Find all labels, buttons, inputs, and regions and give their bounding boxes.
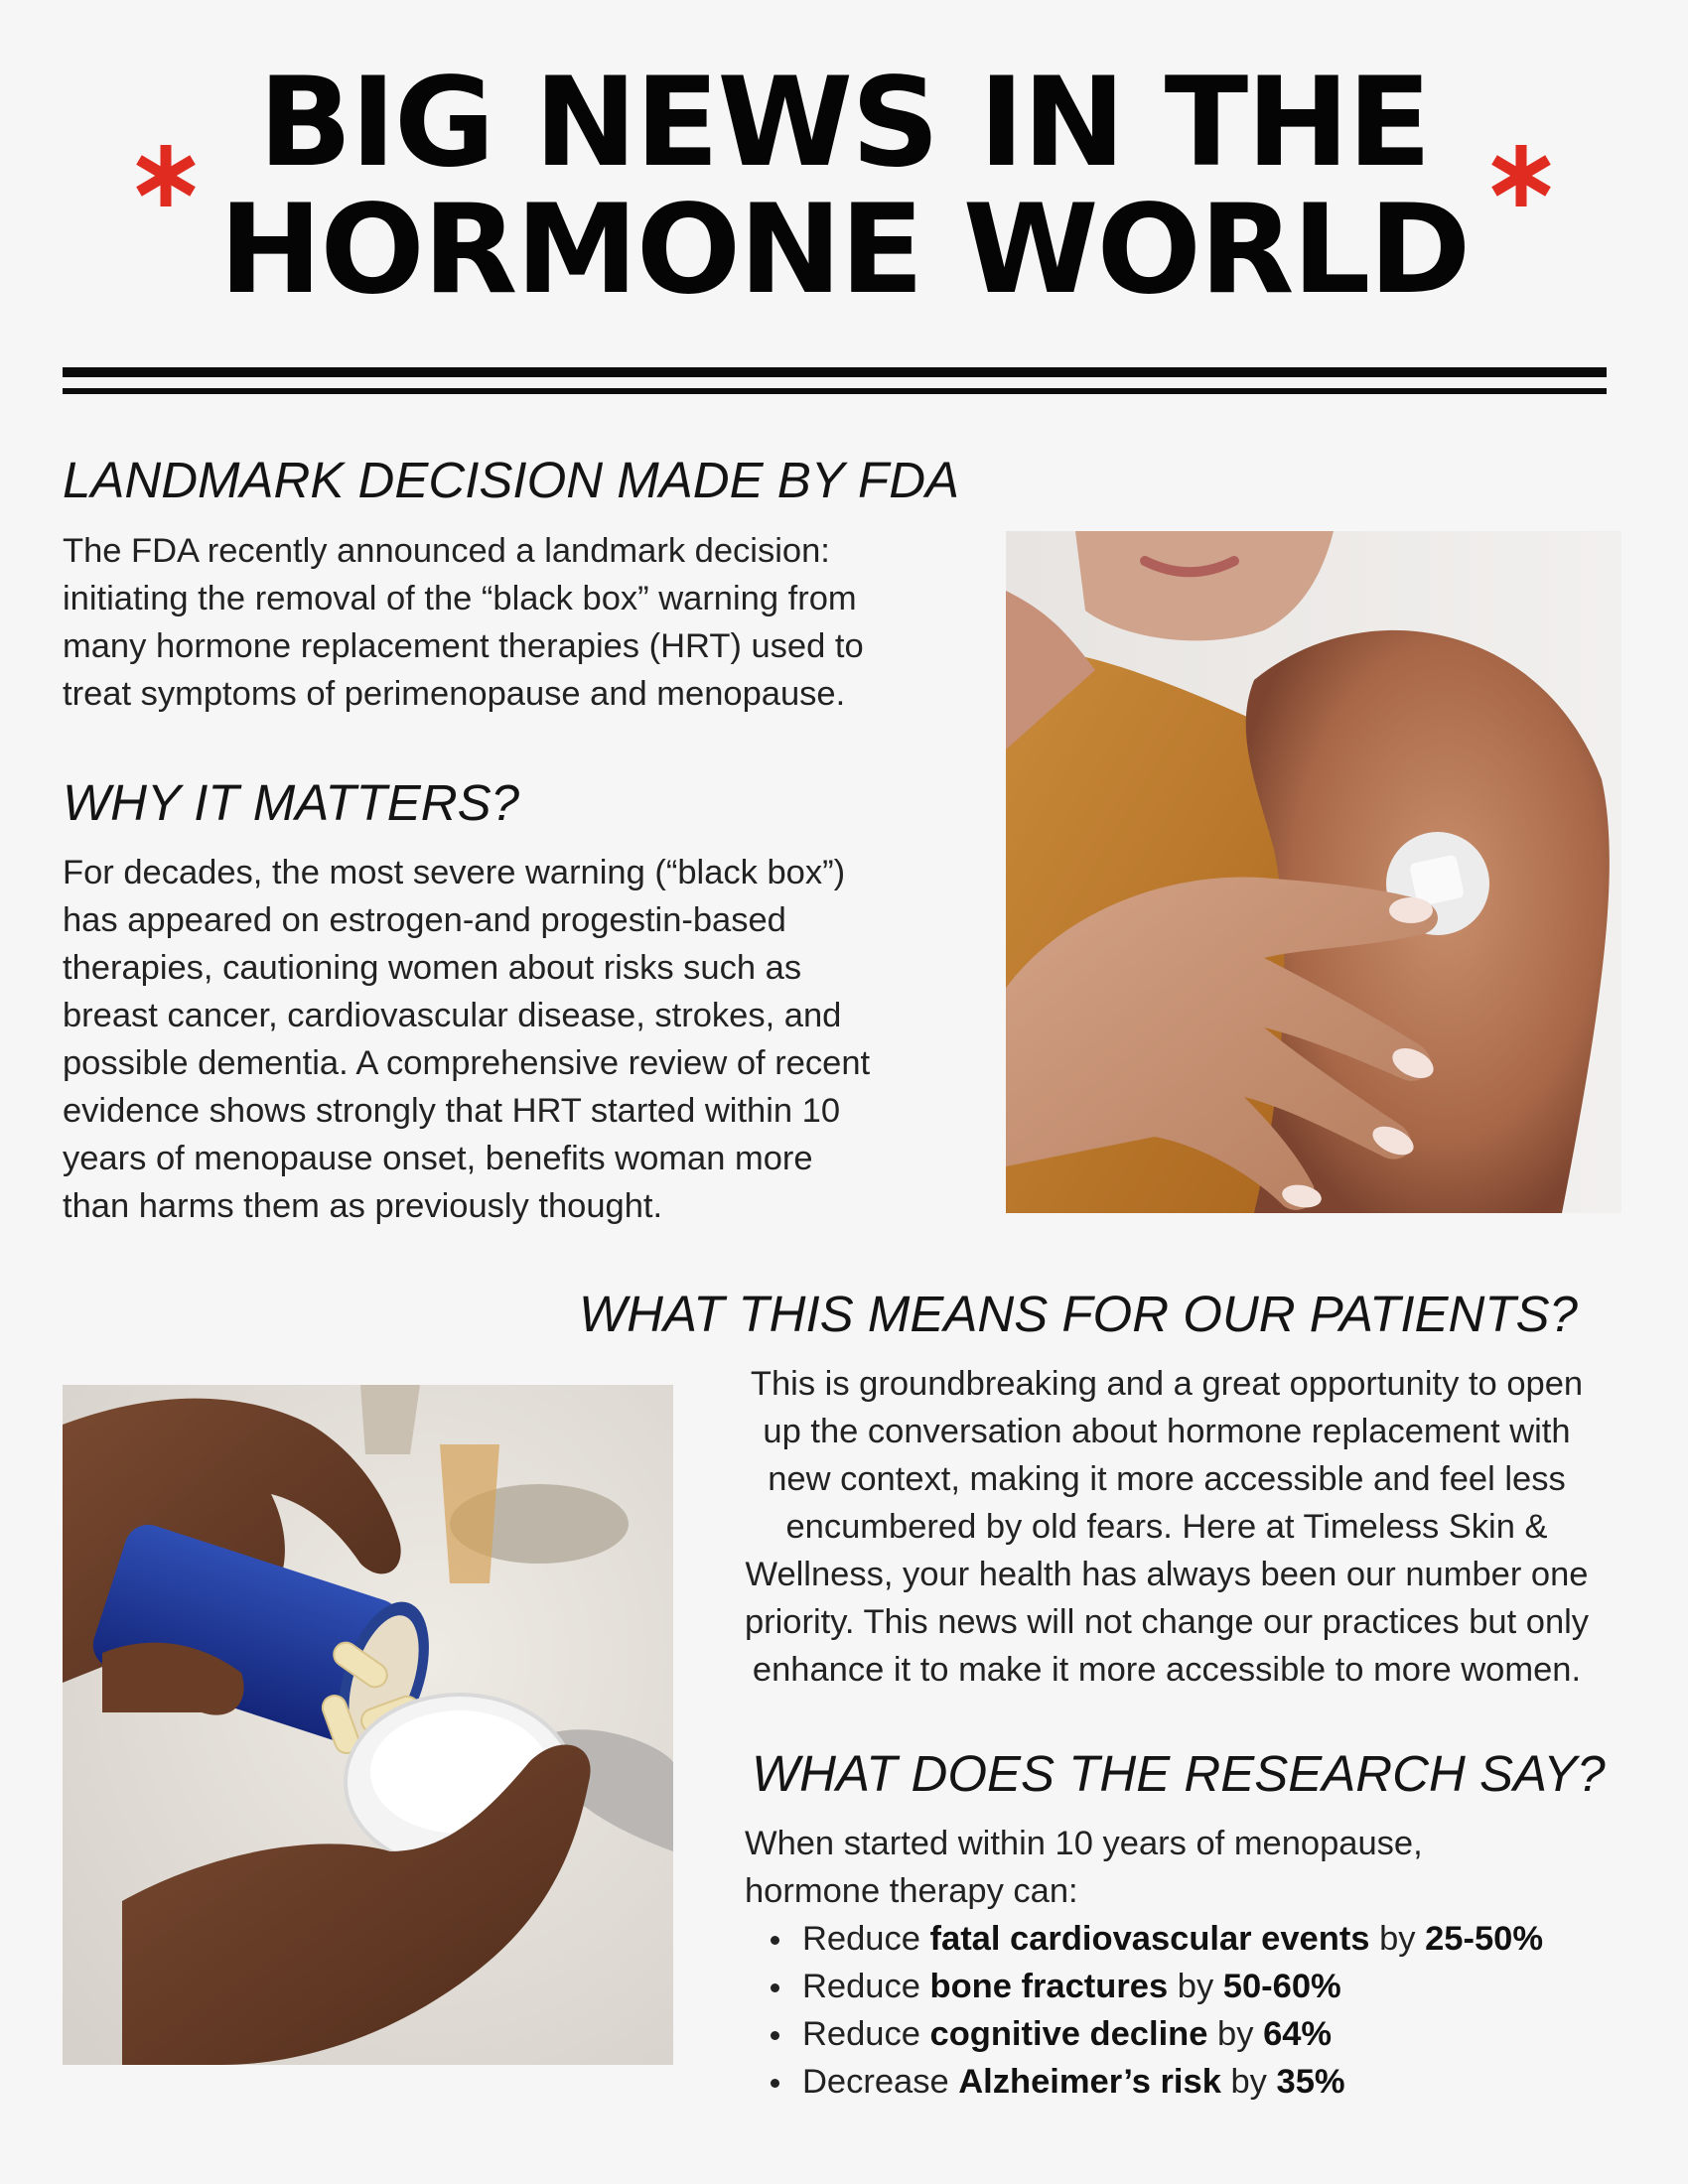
text-line: initiating the removal of the “black box” warning from bbox=[63, 580, 857, 617]
text-line: treat symptoms of perimenopause and menopause. bbox=[63, 675, 846, 713]
list-item bbox=[745, 2058, 1543, 2106]
stat-verb: Decrease bbox=[802, 2063, 949, 2101]
stat-by: by bbox=[1230, 2063, 1267, 2101]
text-line: This is groundbreaking and a great opportunity to open bbox=[750, 1365, 1584, 1403]
heading-why-it-matters: WHY IT MATTERS? bbox=[63, 774, 519, 831]
text-line: priority. This news will not change our practices but only bbox=[744, 1603, 1590, 1641]
stat-value: 25-50% bbox=[1425, 1920, 1544, 1958]
stat-value: 50-60% bbox=[1222, 1968, 1341, 2005]
paragraph-what-this-means bbox=[695, 1360, 1638, 1694]
text-line: When started within 10 years of menopause, bbox=[745, 1825, 1423, 1862]
list-item bbox=[745, 1915, 1543, 1963]
text-line: new context, making it more accessible and feel less bbox=[768, 1460, 1566, 1498]
text-line: possible dementia. A comprehensive review of recent bbox=[63, 1044, 871, 1082]
photo-hands-pill-bottle bbox=[63, 1385, 673, 2065]
text-line: encumbered by old fears. Here at Timeless Skin & bbox=[785, 1508, 1548, 1546]
paragraph-landmark-decision bbox=[63, 527, 864, 718]
heading-landmark-decision: LANDMARK DECISION MADE BY FDA bbox=[63, 452, 960, 508]
text-line: years of menopause onset, benefits woman more bbox=[63, 1140, 813, 1177]
page-title-line-1: BIG NEWS IN THE bbox=[258, 52, 1430, 195]
page-title-line-2: HORMONE WORLD bbox=[218, 179, 1470, 322]
asterisk-icon-right bbox=[1484, 139, 1558, 212]
page-title bbox=[199, 52, 1489, 322]
stat-verb: Reduce bbox=[802, 1968, 920, 2005]
heading-what-this-means: WHAT THIS MEANS FOR OUR PATIENTS? bbox=[579, 1286, 1578, 1342]
stat-verb: Reduce bbox=[802, 1920, 920, 1958]
text-line: has appeared on estrogen-and progestin-based bbox=[63, 901, 786, 939]
stat-by: by bbox=[1217, 2015, 1254, 2053]
research-stats-list bbox=[745, 1915, 1543, 2106]
list-item bbox=[745, 1963, 1543, 2010]
stat-subject: cognitive decline bbox=[929, 2015, 1208, 2053]
text-line: breast cancer, cardiovascular disease, strokes, and bbox=[63, 997, 842, 1034]
stat-by: by bbox=[1379, 1920, 1416, 1958]
text-line: Wellness, your health has always been our number one bbox=[745, 1556, 1589, 1593]
text-line: therapies, cautioning women about risks such as bbox=[63, 949, 802, 987]
text-line: many hormone replacement therapies (HRT) used to bbox=[63, 627, 864, 665]
stat-value: 64% bbox=[1263, 2015, 1333, 2053]
heading-research: WHAT DOES THE RESEARCH SAY? bbox=[752, 1745, 1606, 1802]
paragraph-why-it-matters bbox=[63, 849, 870, 1230]
stat-value: 35% bbox=[1276, 2063, 1345, 2101]
text-line: than harms them as previously thought. bbox=[63, 1187, 663, 1225]
paragraph-research-intro bbox=[745, 1820, 1423, 1915]
text-line: The FDA recently announced a landmark decision: bbox=[63, 532, 830, 570]
text-line: evidence shows strongly that HRT started within 10 bbox=[63, 1092, 841, 1130]
stat-verb: Reduce bbox=[802, 2015, 920, 2053]
list-item bbox=[745, 2010, 1543, 2058]
text-line: For decades, the most severe warning (“black box”) bbox=[63, 854, 846, 891]
text-line: up the conversation about hormone replacement with bbox=[763, 1413, 1571, 1450]
photo-arm-hormone-patch bbox=[1006, 531, 1621, 1213]
text-line: enhance it to make it more accessible to more women. bbox=[752, 1651, 1582, 1689]
stat-subject: Alzheimer’s risk bbox=[958, 2063, 1221, 2101]
header-rule-thick bbox=[63, 367, 1607, 377]
asterisk-icon-left bbox=[129, 139, 203, 212]
text-line: hormone therapy can: bbox=[745, 1872, 1078, 1910]
header-rule-thin bbox=[63, 388, 1607, 394]
stat-subject: bone fractures bbox=[929, 1968, 1169, 2005]
stat-by: by bbox=[1177, 1968, 1214, 2005]
stat-subject: fatal cardiovascular events bbox=[929, 1920, 1370, 1958]
